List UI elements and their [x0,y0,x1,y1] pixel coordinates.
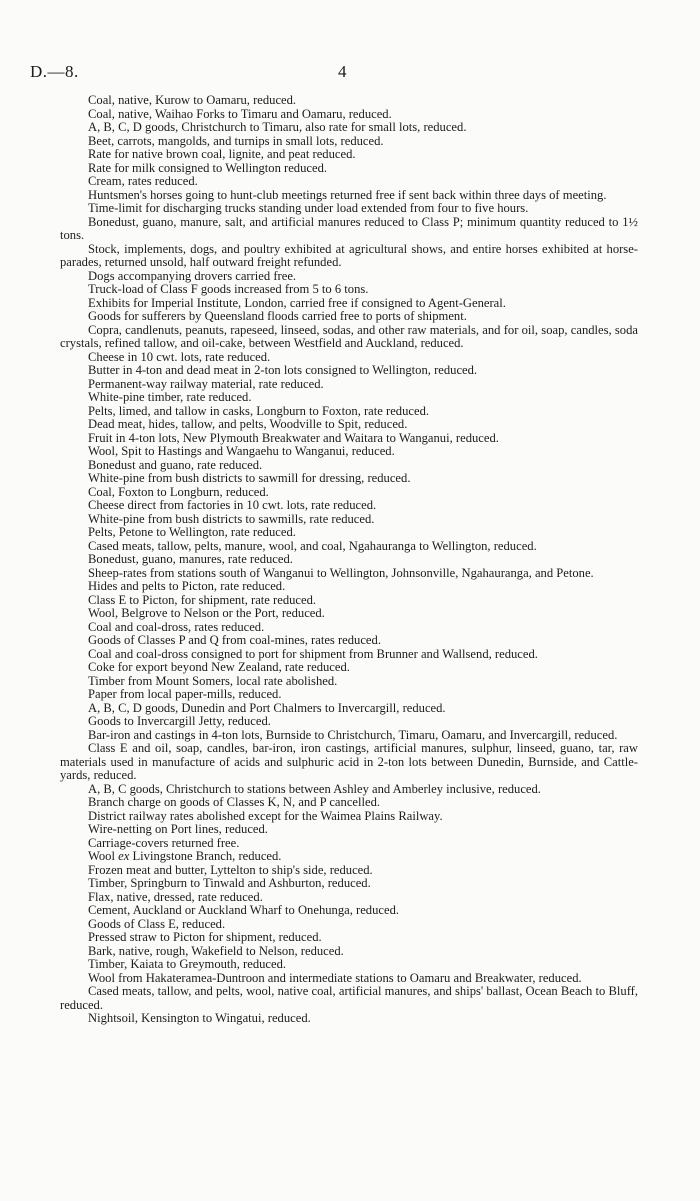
list-item: Cased meats, tallow, and pelts, wool, native coal, artificial manures, and ships' ballast, Ocean Beach to Bluff, reduced. [60,984,638,1012]
item-text-pre: Wool [88,849,119,863]
list-item: Nightsoil, Kensington to Wingatui, reduced. [88,1011,311,1025]
list-item: Bark, native, rough, Wakefield to Nelson, reduced. [88,943,344,958]
list-item: District railway rates abolished except for the Waimea Plains Railway. [88,808,443,823]
list-item: Fruit in 4-ton lots, New Plymouth Breakwater and Waitara to Wanganui, reduced. [88,430,499,445]
list-item: Dogs accompanying drovers carried free. [88,268,297,283]
list-item: A, B, C, D goods, Dunedin and Port Chalmers to Invercargill, reduced. [88,700,446,715]
list-item: Coal and coal-dross consigned to port for shipment from Brunner and Wallsend, reduced. [88,646,538,661]
list-item: Rate for native brown coal, lignite, and peat reduced. [88,147,356,161]
list-item: Wool from Hakateramea-Duntroon and intermediate stations to Oamaru and Breakwater, reduced. [88,970,582,985]
list-item: Coke for export beyond New Zealand, rate reduced. [88,660,350,674]
list-item: Hides and pelts to Picton, rate reduced. [88,579,286,593]
list-item: Rate for milk consigned to Wellington reduced. [88,160,328,175]
list-item: Goods of Classes P and Q from coal-mines, rates reduced. [88,633,381,647]
list-item: Bonedust and guano, rate reduced. [88,457,263,472]
list-item: Carriage-covers returned free. [88,835,240,850]
list-item: Flax, native, dressed, rate reduced. [88,889,263,904]
list-item: Cheese in 10 cwt. lots, rate reduced. [88,349,271,364]
page-reference: D.—8. [30,62,79,81]
list-item: Wool, Belgrove to Nelson or the Port, reduced. [88,606,325,620]
list-item: Frozen meat and butter, Lyttelton to ship's side, reduced. [88,862,373,877]
list-item: Coal and coal-dross, rates reduced. [88,619,265,634]
list-item: Coal, native, Waihao Forks to Timaru and Oamaru, reduced. [88,106,392,121]
list-item: Cheese direct from factories in 10 cwt. lots, rate reduced. [88,498,377,512]
reductions-list [60,94,638,1026]
list-item: Truck-load of Class F goods increased from 5 to 6 tons. [88,282,369,296]
list-item [60,850,638,864]
list-item: Copra, candlenuts, peanuts, rapeseed, linseed, sodas, and other raw materials, and for oil, soap, candles, soda crystals, refined tallow, and oil-cake, between Westfield and Auckland, reduced. [60,322,638,350]
list-item: Class E to Picton, for shipment, rate reduced. [88,592,317,607]
list-item: Cement, Auckland or Auckland Wharf to Onehunga, reduced. [88,903,400,917]
list-item: Dead meat, hides, tallow, and pelts, Woodville to Spit, reduced. [88,417,408,431]
list-item: Sheep-rates from stations south of Wanganui to Wellington, Johnsonville, Ngahauranga, and Petone. [88,565,594,580]
list-item: A, B, C, D goods, Christchurch to Timaru, also rate for small lots, reduced. [88,120,467,134]
list-item: Beet, carrots, mangolds, and turnips in small lots, reduced. [88,133,384,148]
list-item: Goods for sufferers by Queensland floods carried free to ports of shipment. [88,309,467,323]
list-item: Bar-iron and castings in 4-ton lots, Burnside to Christchurch, Timaru, Oamaru, and Invercargill, reduced. [88,727,618,742]
list-item: Permanent-way railway material, rate reduced. [88,376,324,391]
list-item: White-pine from bush districts to sawmill for dressing, reduced. [88,471,411,485]
list-item: Pressed straw to Picton for shipment, reduced. [88,930,322,944]
list-item: Cream, rates reduced. [88,174,198,188]
list-item: Class E and oil, soap, candles, bar-iron, iron castings, artificial manures, sulphur, linseed, guano, tar, raw materials used in manufacture of acids and sulphuric acid in 2-ton lots between Dunedin, Burnside, and Cattle-yards, reduced. [60,741,638,782]
item-text-italic: ex [118,849,130,863]
list-item: Timber, Kaiata to Greymouth, reduced. [88,957,287,971]
list-item: Timber, Springburn to Tinwald and Ashburton, reduced. [88,876,371,890]
list-item: Timber from Mount Somers, local rate abolished. [88,673,338,688]
list-item: Wool, Spit to Hastings and Wangaehu to Wanganui, reduced. [88,444,395,458]
list-item: Time-limit for discharging trucks standing under load extended from four to five hours. [88,201,529,215]
list-item: Bonedust, guano, manure, salt, and artificial manures reduced to Class P; minimum quantity reduced to 1½ tons. [60,214,638,242]
list-item: Bonedust, guano, manures, rate reduced. [88,552,293,566]
list-item: Stock, implements, dogs, and poultry exhibited at agricultural shows, and entire horses exhibited at horse-parades, returned unsold, half outward freight refunded. [60,241,638,269]
item-text-post: Livingstone Branch, reduced. [129,849,282,863]
list-item: A, B, C goods, Christchurch to stations between Ashley and Amberley inclusive, reduced. [88,781,541,796]
list-item: Coal, Foxton to Longburn, reduced. [88,484,269,499]
list-item: Coal, native, Kurow to Oamaru, reduced. [88,93,297,107]
list-item: White-pine timber, rate reduced. [88,390,252,404]
list-item: Paper from local paper-mills, reduced. [88,687,282,701]
list-item: Goods to Invercargill Jetty, reduced. [88,714,271,728]
list-item: White-pine from bush districts to sawmills, rate reduced. [88,511,375,526]
list-item: Exhibits for Imperial Institute, London, carried free if consigned to Agent-General. [88,295,506,310]
list-item: Cased meats, tallow, pelts, manure, wool, and coal, Ngahauranga to Wellington, reduced. [88,538,537,553]
page-number: 4 [338,62,347,81]
list-item: Huntsmen's horses going to hunt-club meetings returned free if sent back within three days of meeting. [88,187,607,202]
list-item: Pelts, limed, and tallow in casks, Longburn to Foxton, rate reduced. [88,403,430,418]
list-item: Branch charge on goods of Classes K, N, and P cancelled. [88,795,381,809]
list-item: Wire-netting on Port lines, reduced. [88,822,268,836]
list-item: Goods of Class E, reduced. [88,916,226,931]
list-item: Butter in 4-ton and dead meat in 2-ton lots consigned to Wellington, reduced. [88,363,478,377]
list-item: Pelts, Petone to Wellington, rate reduced. [88,525,296,539]
